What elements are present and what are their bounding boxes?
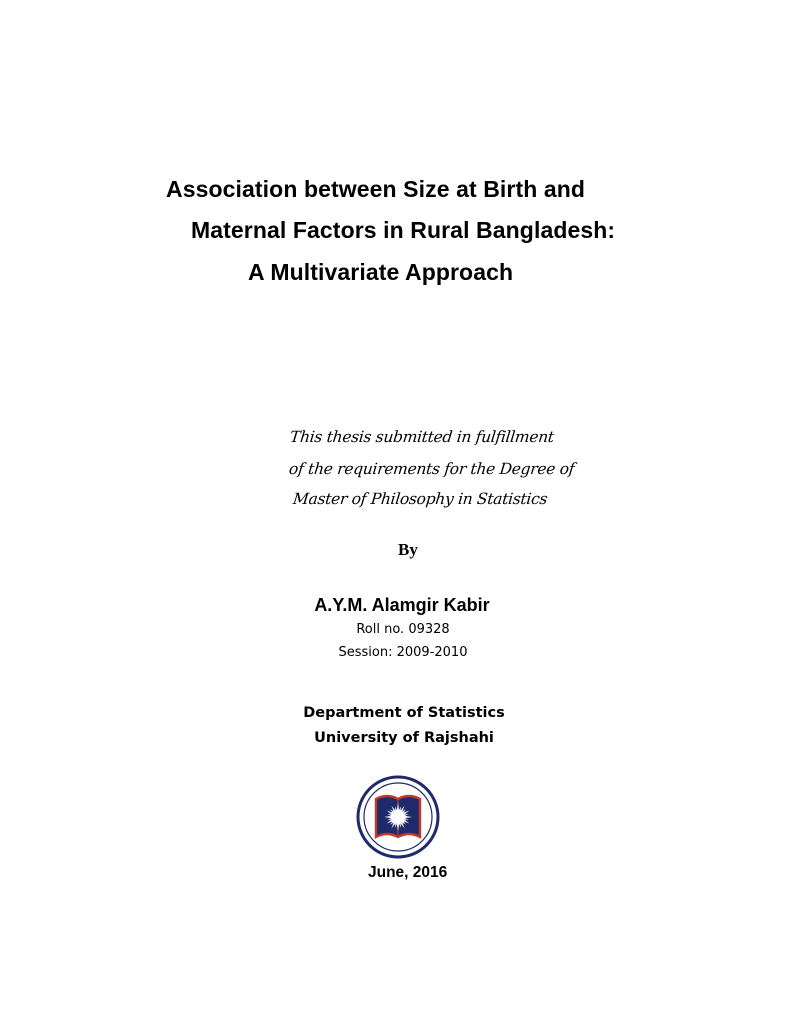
university-seal-icon xyxy=(356,775,440,859)
roll-number: Roll no. 09328 xyxy=(356,622,450,637)
university-name: University of Rajshahi xyxy=(314,730,494,746)
submission-statement-line-1: This thesis submitted in fulfillment xyxy=(289,428,555,446)
session: Session: 2009-2010 xyxy=(338,645,468,660)
thesis-title-line-1: Association between Size at Birth and xyxy=(166,176,586,202)
submission-statement-line-2: of the requirements for the Degree of xyxy=(288,460,576,478)
submission-statement-line-3: Master of Philosophy in Statistics xyxy=(292,490,549,508)
author-name: A.Y.M. Alamgir Kabir xyxy=(314,595,490,615)
by-label: By xyxy=(398,540,418,559)
submission-date: June, 2016 xyxy=(368,864,448,881)
thesis-title-line-3: A Multivariate Approach xyxy=(248,259,514,285)
thesis-title-line-2: Maternal Factors in Rural Bangladesh: xyxy=(191,217,616,243)
department-name: Department of Statistics xyxy=(303,705,505,721)
